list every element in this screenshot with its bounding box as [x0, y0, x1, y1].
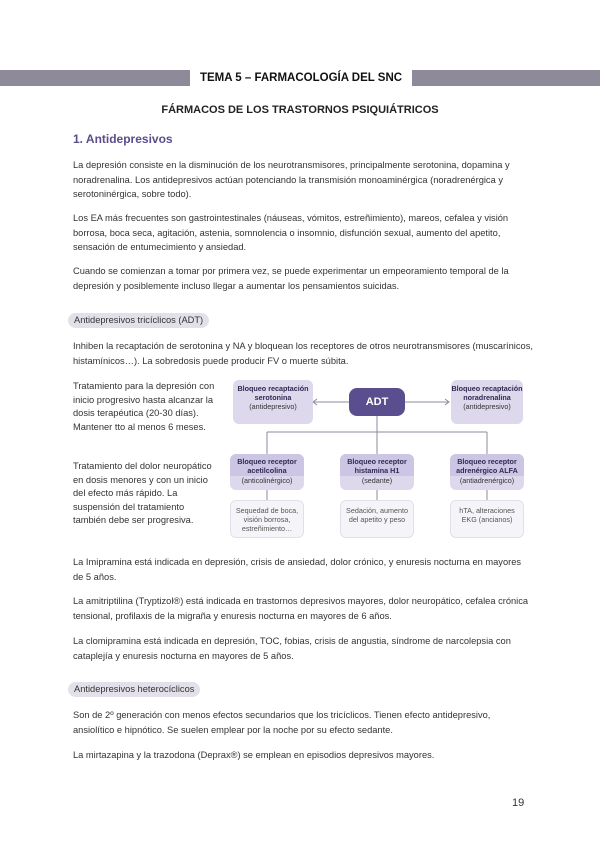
paragraph-mirtazapina: La mirtazapina y la trazodona (Deprax®) se emplean en episodios depresivos mayores.	[73, 750, 435, 760]
section-title-antidepresivos: 1. Antidepresivos	[73, 132, 173, 146]
side-text-depresion: Tratamiento para la depresión con inicio progresivo hasta alcanzar la dosis terapéutica (20-30 días). Mantener tto al menos 6 meses.	[73, 381, 215, 432]
node-receptor-histamina	[340, 454, 414, 490]
paragraph-adt-mecanismo: Inhiben la recaptación de serotonina y NA y bloquean los receptores de otros neurotransmisores (muscarínicos, histamínicos…). La sobredosis puede producir FV o muerte súbita.	[73, 341, 533, 366]
paragraph-amitriptilina: La amitriptilina (Tryptizol®) está indicada en trastornos depresivos mayores, dolor neuropático, cefalea crónica tensional, profilaxis de la migraña y enuresis nocturna en mayores de 6 años.	[73, 596, 529, 621]
node-sub: (antidepresivo)	[249, 402, 297, 411]
node-recaptacion-serotonina	[233, 380, 313, 424]
adt-center-node: ADT	[349, 388, 405, 416]
node-title: Bloqueo receptor histamina H1	[340, 454, 414, 476]
document-subtitle: FÁRMACOS DE LOS TRASTORNOS PSIQUIÁTRICOS	[161, 104, 439, 116]
node-sub: (anticolinérgico)	[241, 476, 293, 485]
node-title: Bloqueo recaptación serotonina	[237, 384, 309, 402]
effect-anticolinergico: Sequedad de boca, visión borrosa, estreñimiento…	[230, 500, 304, 538]
node-title: Bloqueo receptor adrenérgico ALFA	[450, 454, 524, 476]
paragraph-empeoramiento: Cuando se comienzan a tomar por primera vez, se puede experimentar un empeoramiento temporal de la depresión y posiblemente incluso llegar a aumentar los pensamientos suicidas.	[73, 266, 509, 291]
node-receptor-acetilcolina	[230, 454, 304, 490]
paragraph-clomipramina: La clomipramina está indicada en depresión, TOC, fobias, crisis de angustia, síndrome de narcolepsia con cataplejía y enuresis nocturna en mayores de 5 años.	[73, 636, 511, 661]
node-receptor-alfa	[450, 454, 524, 490]
tag-heterociclicos: Antidepresivos heterocíclicos	[68, 682, 200, 697]
paragraph-depresion: La depresión consiste en la disminución de los neurotransmisores, principalmente serotonina, dopamina y noradrenalina. Los antidepresivos actúan potenciando la transmisión monoaminérgica (noradrenérgica y serotoninérgica, sobre todo).	[73, 160, 510, 200]
effect-antiadrenergico: hTA, alteraciones EKG (ancianos)	[450, 500, 524, 538]
node-title: Bloqueo recaptación noradrenalina	[451, 384, 523, 402]
chapter-title: TEMA 5 – FARMACOLOGÍA DEL SNC	[199, 72, 403, 84]
node-sub: (antiadrenérgico)	[459, 476, 515, 485]
paragraph-heterociclicos: Son de 2º generación con menos efectos secundarios que los tricíclicos. Tienen efecto antidepresivo, ansiolítico e hipnótico. Se suelen emplear por la noche por su efecto sedante.	[73, 710, 491, 735]
node-sub: (sedante)	[361, 476, 393, 485]
node-recaptacion-noradrenalina	[451, 380, 523, 424]
effect-sedante: Sedación, aumento del apetito y peso	[340, 500, 414, 538]
page-number: 19	[512, 797, 525, 809]
paragraph-efectos-adversos: Los EA más frecuentes son gastrointestinales (náuseas, vómitos, estreñimiento), mareos, cefalea y visión borrosa, boca seca, agitación, astenia, somnolencia o insomnio, disfunción sexual, aumento del apetito, sensación de entumecimiento y ansiedad.	[73, 213, 509, 253]
paragraph-imipramina: La Imipramina está indicada en depresión, crisis de ansiedad, dolor crónico, y enuresis nocturna en mayores de 5 años.	[73, 557, 522, 582]
node-sub: (antidepresivo)	[463, 402, 511, 411]
side-text-dolor-neuropatico: Tratamiento del dolor neuropático en dosis menores y con un inicio del efecto más rápido. La suspensión del tratamiento también debe ser progresiva.	[73, 461, 212, 525]
node-title: Bloqueo receptor acetilcolina	[230, 454, 304, 476]
tag-adt: Antidepresivos tricíclicos (ADT)	[68, 313, 209, 328]
